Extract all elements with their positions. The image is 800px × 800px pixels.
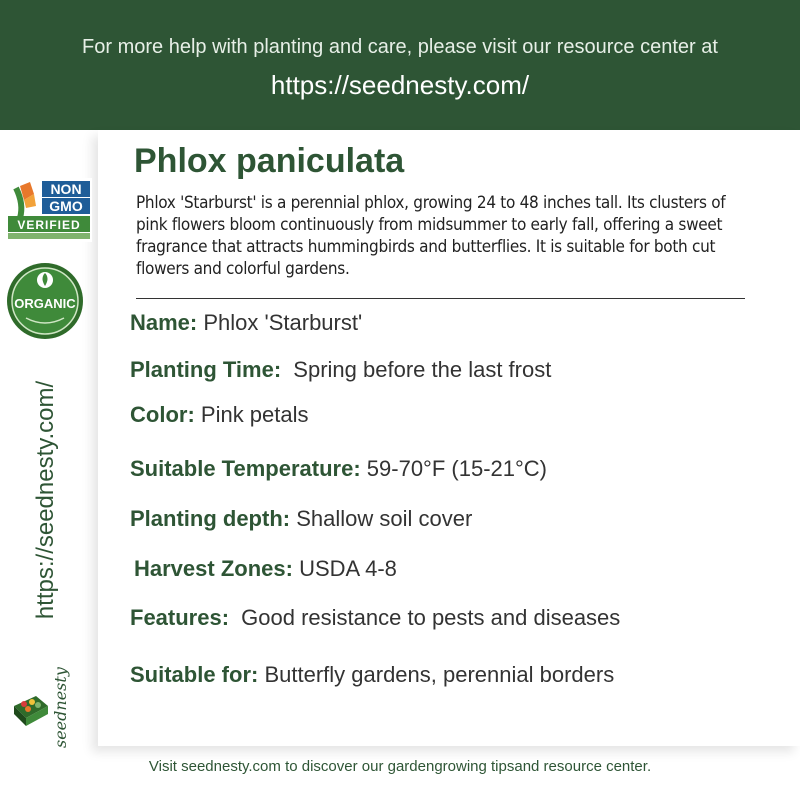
detail-label: Features:	[130, 605, 230, 630]
detail-value: USDA 4-8	[299, 556, 397, 581]
top-banner	[0, 0, 800, 130]
banner-url[interactable]: https://seednesty.com/	[270, 70, 530, 100]
detail-value: Good resistance to pests and diseases	[241, 605, 621, 630]
detail-suitable-for	[130, 662, 614, 688]
detail-label: Suitable for:	[130, 662, 259, 687]
detail-features	[130, 605, 620, 631]
detail-value: 59-70°F (15-21°C)	[366, 456, 548, 481]
detail-value: Pink petals	[200, 402, 309, 427]
detail-label: Planting depth:	[130, 506, 291, 531]
divider	[136, 298, 745, 299]
detail-label: Harvest Zones:	[134, 556, 293, 581]
detail-value: Shallow soil cover	[296, 506, 473, 531]
detail-label: Color:	[130, 402, 195, 427]
detail-planting-depth	[130, 506, 472, 532]
detail-harvest-zones	[134, 556, 397, 582]
banner-message: For more help with planting and care, please visit our resource center at	[82, 36, 718, 58]
seednesty-logo-icon	[8, 660, 78, 752]
organic-badge-icon	[6, 262, 84, 340]
svg-text:ORGANIC: ORGANIC	[14, 296, 76, 311]
non-gmo-verified-icon	[6, 178, 92, 242]
product-description: Phlox 'Starburst' is a perennial phlox, growing 24 to 48 inches tall. Its clusters of pink flowers bloom continuously from midsummer to early fall, offering a sweet fragrance that attracts hummingbirds and butterflies. It is suitable for both cut flowers and colorful gardens.	[136, 193, 726, 279]
footer-message: Visit seednesty.com to discover our gardengrowing tipsand resource center.	[148, 758, 652, 775]
detail-planting-time	[130, 357, 551, 383]
detail-value: Phlox 'Starburst'	[203, 310, 363, 335]
detail-value: Spring before the last frost	[293, 357, 552, 382]
detail-label: Suitable Temperature:	[130, 456, 361, 481]
detail-suitable-temperature	[130, 456, 547, 482]
detail-label: Planting Time:	[130, 357, 282, 382]
svg-text:VERIFIED: VERIFIED	[17, 218, 81, 232]
detail-value: Butterfly gardens, perennial borders	[264, 662, 615, 687]
svg-text:NON: NON	[50, 181, 82, 197]
detail-name	[130, 310, 362, 336]
svg-text:GMO: GMO	[49, 198, 83, 214]
detail-color	[130, 402, 309, 428]
svg-text:seednesty: seednesty	[51, 667, 70, 748]
detail-label: Name:	[130, 310, 198, 335]
product-title: Phlox paniculata	[134, 142, 405, 180]
